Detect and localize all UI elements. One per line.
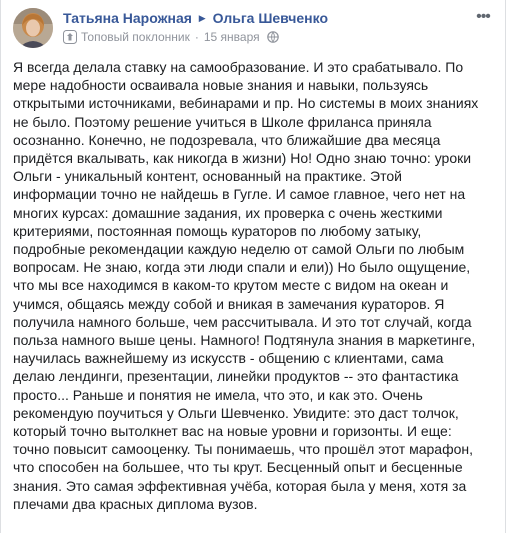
post-body: Я всегда делала ставку на самообразование. И это срабатывало. По мере надобности осваивала новые знания и навыки, пользуясь открытыми источниками, вебинарами и пр. Но системы в моих знаниях не было. Поэтому решение учиться в Школе фриланса приняла осознанно. Конечно, не подозревала, что ближайшие два месяца придётся вкалывать, как никогда в жизни) Но! Одно знаю точно: уроки Ольги - уникальный контент, основанный на практике. Этой информации точно не найдешь в Гугле. И самое главное, чего нет на многих курсах: домашние задания, их проверка с очень жесткими критериями, постоянная помощь кураторов по любому затыку, подробные рекомендации каждую неделю от самой Ольги по любым вопросам. Не знаю, когда эти люди спали и ели)) Но было ощущение, что мы все находимся в каком-то крутом месте с видом на океан и учимся, общаясь между собой и вникая в замечания кураторов. Я получила намного больше, чем рассчитывала. И это тот случай, когда польза намного выше цены. Намного! Подтянула знания в маркетинге, научилась важнейшему из искусств - общению с клиентами, сама делаю лендинги, презентации, линейки продуктов -- это фантастика просто... Раньше и понятия не имела, что это, и как это. Очень рекомендую поучиться у Ольги Шевченко. Увидите: это даст толчок, который точно вытолкнет вас на новые уровни и горизонты. И еще: точно повысит самооценку. Ты понимаешь, что прошёл этот марафон, что способен на большее, что ты крут. Бесценный опыт и бесценные знания. Это самая эффективная учёба, которая была у меня, хотя за плечами два красных диплома вузов. [13, 59, 479, 512]
post-timestamp[interactable]: 15 января [203, 30, 260, 44]
author-name-link[interactable]: Татьяна Нарожная [63, 10, 192, 26]
post-header [13, 8, 493, 50]
top-fan-badge[interactable]: Топовый поклонник [81, 30, 190, 44]
post-meta [63, 30, 279, 47]
recipient-name-link[interactable]: Ольга Шевченко [212, 10, 328, 26]
triangle-right-icon: ▶ [198, 13, 206, 23]
globe-icon[interactable] [267, 31, 279, 46]
top-fan-badge-icon [63, 30, 77, 47]
post-title [63, 10, 328, 26]
meta-separator: · [194, 30, 199, 44]
ellipsis-icon[interactable]: ••• [476, 8, 490, 25]
author-avatar[interactable] [13, 8, 53, 48]
avatar-photo-icon [13, 8, 53, 48]
